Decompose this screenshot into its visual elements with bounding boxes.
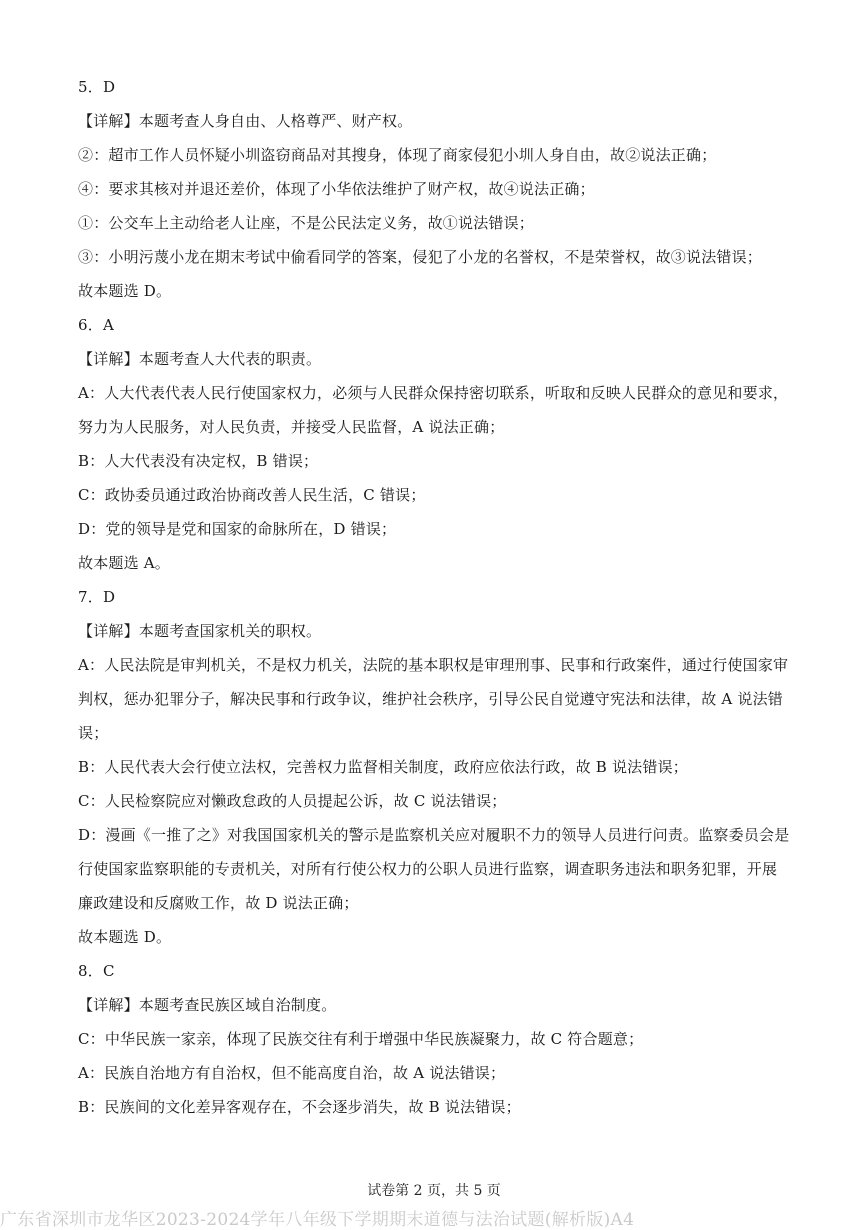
q7-detail: 【详解】本题考查国家机关的职权。 xyxy=(78,622,322,640)
q5-line: ③：小明污蔑小龙在期末考试中偷看同学的答案，侵犯了小龙的名誉权，不是荣誉权，故③说法错误； xyxy=(78,248,763,266)
q5-line: ④：要求其核对并退还差价，体现了小华依法维护了财产权，故④说法正确； xyxy=(78,180,595,198)
q7-conclusion: 故本题选 D。 xyxy=(78,928,172,946)
q8-line: A：民族自治地方有自治权，但不能高度自治，故 A 说法错误； xyxy=(78,1064,506,1082)
q6-answer: 6．A xyxy=(78,316,114,334)
q7-answer: 7．D xyxy=(78,588,116,606)
q6-line: D：党的领导是党和国家的命脉所在，D 错误； xyxy=(78,520,397,538)
page-footer: 试卷第 2 页，共 5 页 xyxy=(367,1183,501,1199)
q7-line: C：人民检察院应对懒政怠政的人员提起公诉，故 C 说法错误； xyxy=(78,792,507,810)
q6-detail: 【详解】本题考查人大代表的职责。 xyxy=(78,350,322,368)
q8-line: C：中华民族一家亲，体现了民族交往有利于增强中华民族凝聚力，故 C 符合题意； xyxy=(78,1030,644,1048)
q5-line: ①：公交车上主动给老人让座，不是公民法定义务，故①说法错误； xyxy=(78,214,535,232)
q7-line: B：人民代表大会行使立法权，完善权力监督相关制度，政府应依法行政，故 B 说法错误； xyxy=(78,758,688,776)
q6-line: B：人大代表没有决定权，B 错误； xyxy=(78,452,319,470)
q8-line: B：民族间的文化差异客观存在，不会逐步消失，故 B 说法错误； xyxy=(78,1098,521,1116)
q6-conclusion: 故本题选 A。 xyxy=(78,554,171,572)
q7-line: D：漫画《一推了之》对我国国家机关的警示是监察机关应对履职不力的领导人员进行问责。监察委员会是 xyxy=(78,826,790,844)
q6-line: C：政协委员通过政治协商改善人民生活，C 错误； xyxy=(78,486,426,504)
document-body xyxy=(78,70,813,1124)
q5-answer: 5．D xyxy=(78,78,116,96)
q7-line: A：人民法院是审判机关，不是权力机关，法院的基本职权是审理刑事、民事和行政案件，通过行使国家审 xyxy=(78,656,789,674)
q5-line: ②：超市工作人员怀疑小圳盗窃商品对其搜身，体现了商家侵犯小圳人身自由，故②说法正确； xyxy=(78,146,717,164)
q7-line: 误； xyxy=(78,724,109,742)
q6-line: A：人大代表代表人民行使国家权力，必须与人民群众保持密切联系，听取和反映人民群众的意见和要求， xyxy=(78,384,789,402)
q5-detail: 【详解】本题考查人身自由、人格尊严、财产权。 xyxy=(78,112,413,130)
q6-line: 努力为人民服务，对人民负责，并接受人民监督，A 说法正确； xyxy=(78,418,505,436)
q5-conclusion: 故本题选 D。 xyxy=(78,282,172,300)
q7-line: 判权，惩办犯罪分子，解决民事和行政争议，维护社会秩序，引导公民自觉遵守宪法和法律，故 A 说法错 xyxy=(78,690,783,708)
q7-line: 廉政建设和反腐败工作，故 D 说法正确； xyxy=(78,894,359,912)
q8-detail: 【详解】本题考查民族区域自治制度。 xyxy=(78,996,337,1014)
watermark-text: 广东省深圳市龙华区2023-2024学年八年级下学期期末道德与法治试题(解析版)A4 xyxy=(0,1210,635,1230)
q7-line: 行使国家监察职能的专责机关，对所有行使公权力的公职人员进行监察，调查职务违法和职务犯罪，开展 xyxy=(78,860,778,878)
q8-answer: 8．C xyxy=(78,962,115,980)
